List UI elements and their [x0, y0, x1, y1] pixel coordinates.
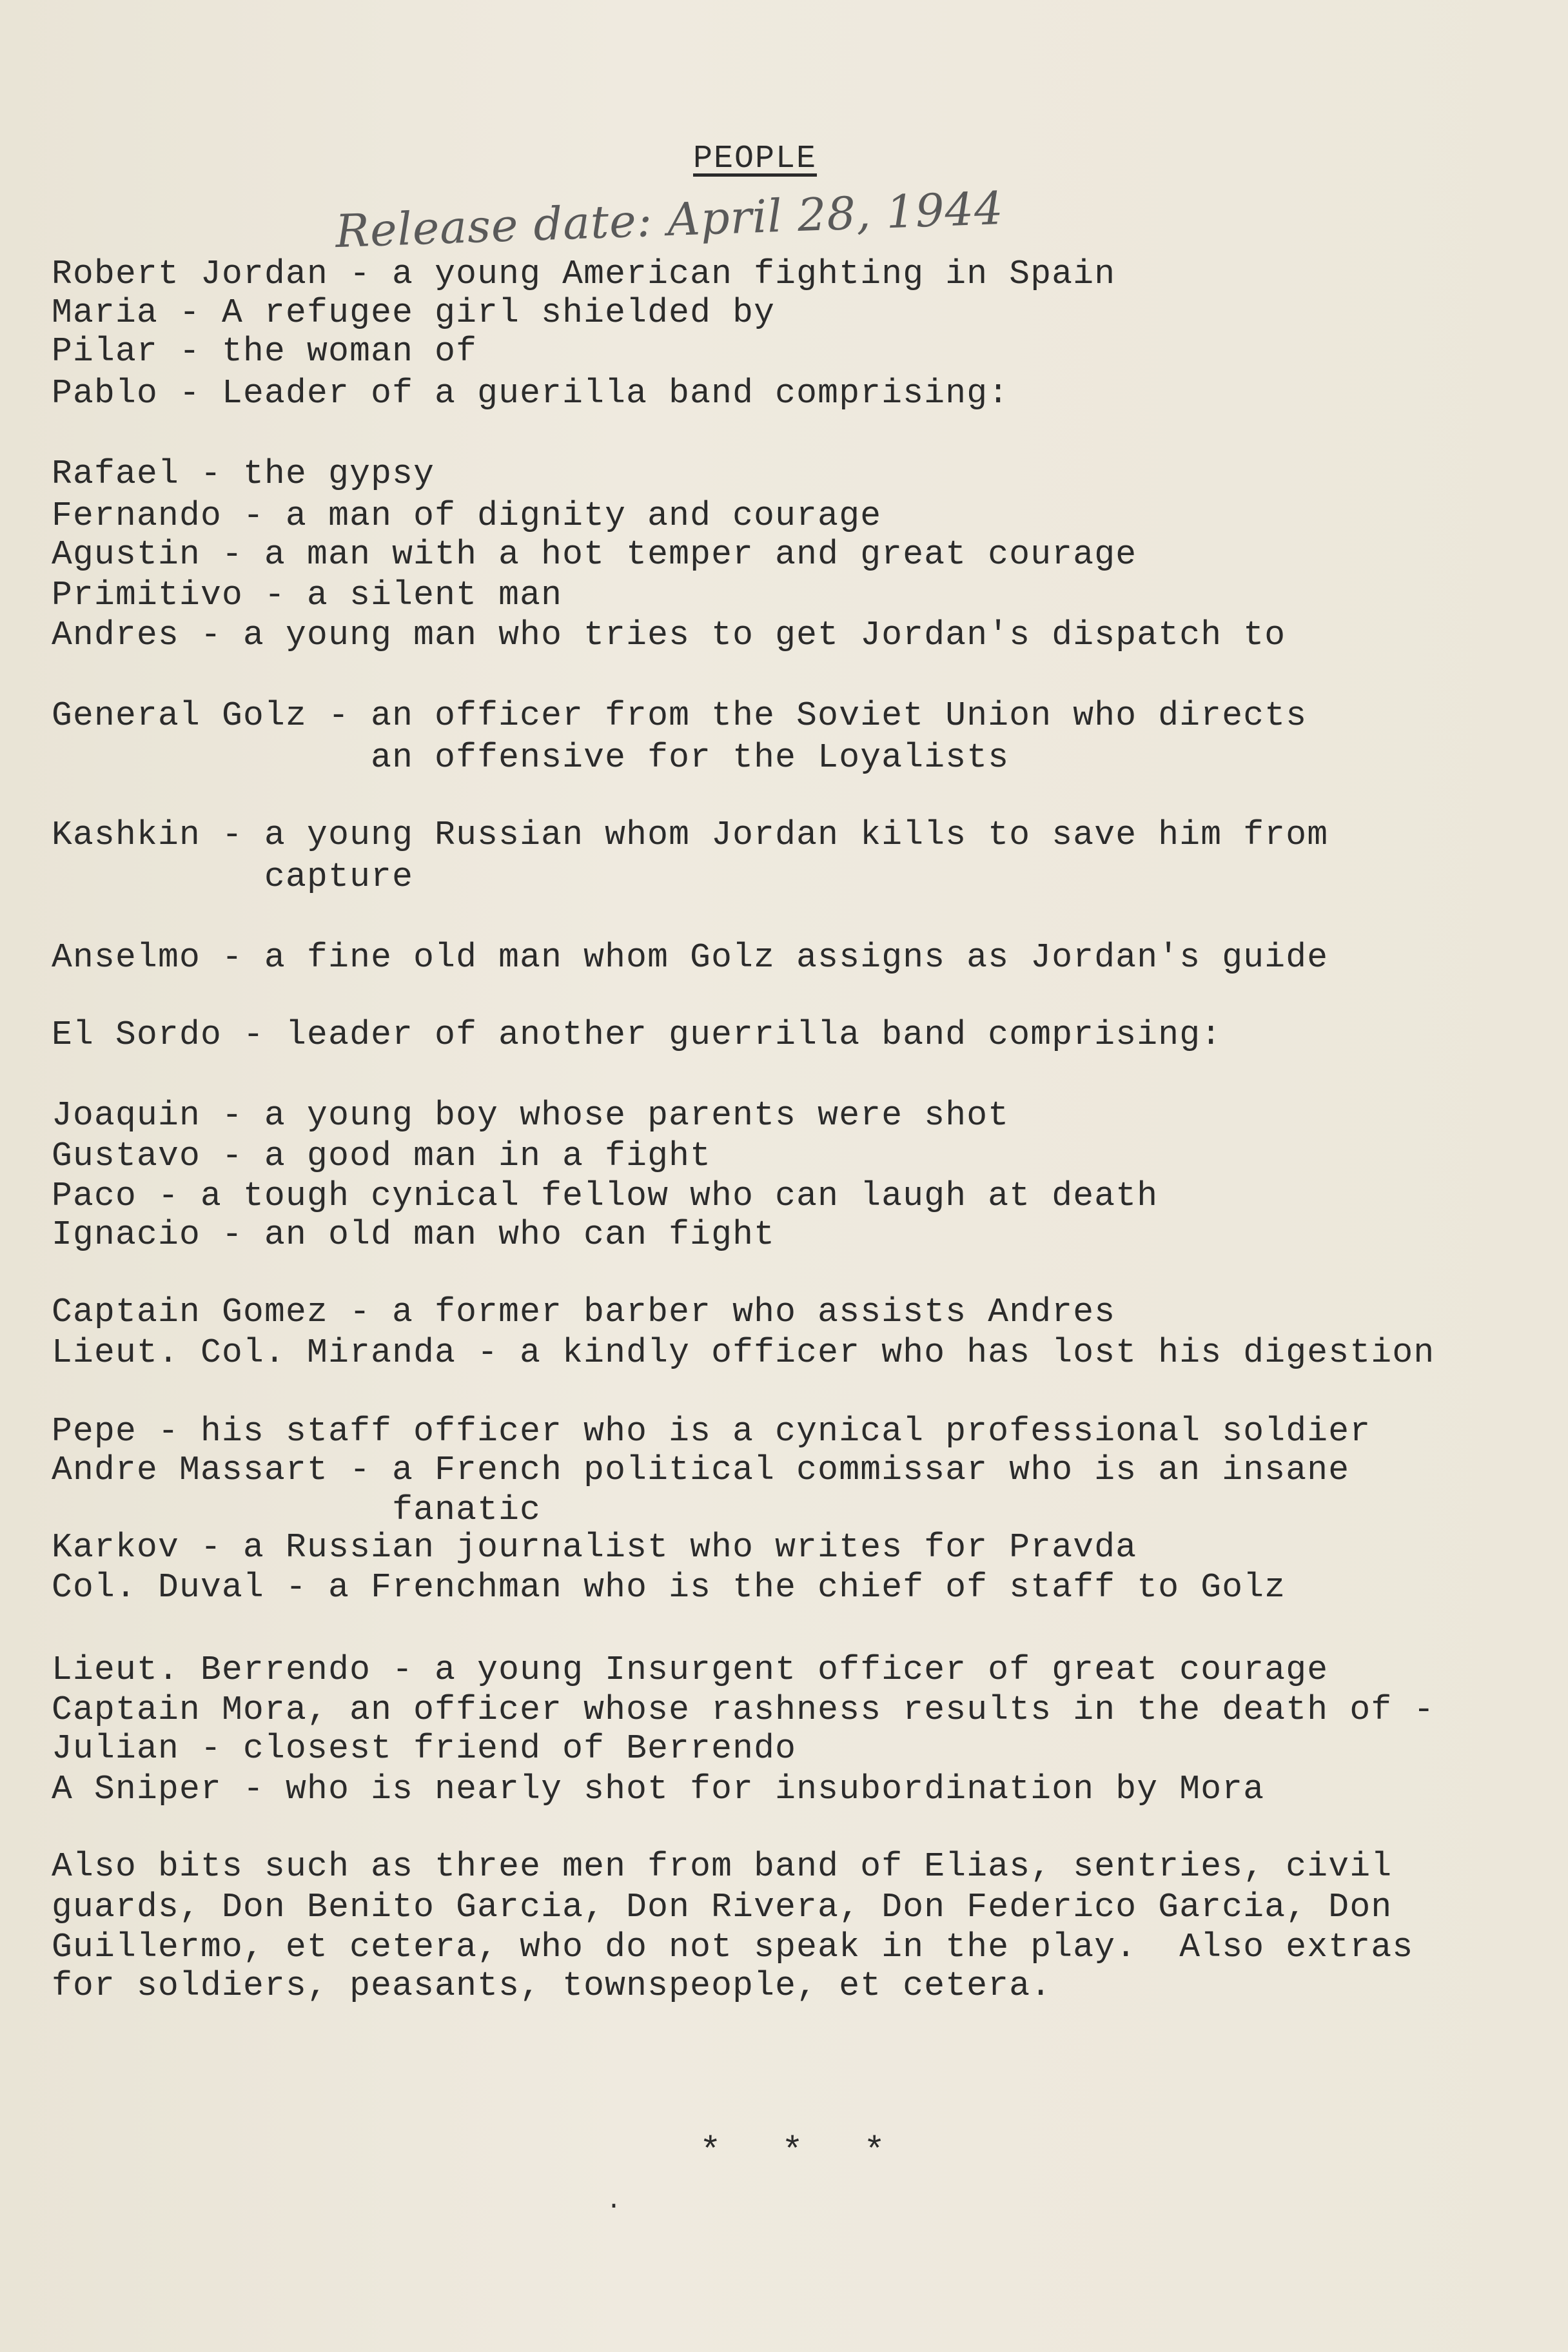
extras-paragraph-line-3: Guillermo, et cetera, who do not speak in the play. Also extras	[52, 1928, 1414, 1966]
cast-line-pepe: Pepe - his staff officer who is a cynical professional soldier	[52, 1412, 1371, 1451]
cast-line-agustin: Agustin - a man with a hot temper and great courage	[52, 535, 1137, 574]
extras-paragraph-line-4: for soldiers, peasants, townspeople, et cetera.	[52, 1966, 1052, 2005]
cast-line-pablo: Pablo - Leader of a guerilla band comprising:	[52, 374, 1010, 413]
page-title: PEOPLE	[693, 141, 818, 177]
cast-line-anselmo: Anselmo - a fine old man whom Golz assigns as Jordan's guide	[52, 938, 1329, 977]
cast-line-captain-gomez: Captain Gomez - a former barber who assists Andres	[52, 1293, 1116, 1331]
cast-line-captain-mora: Captain Mora, an officer whose rashness results in the death of -	[52, 1690, 1435, 1729]
extras-paragraph-line-2: guards, Don Benito Garcia, Don Rivera, Don Federico Garcia, Don	[52, 1888, 1393, 1926]
cast-line-gustavo: Gustavo - a good man in a fight	[52, 1137, 712, 1175]
cast-line-primitivo: Primitivo - a silent man	[52, 576, 563, 614]
cast-line-general-golz-cont: an offensive for the Loyalists	[52, 738, 1010, 777]
cast-line-andres: Andres - a young man who tries to get Jordan's dispatch to	[52, 616, 1286, 654]
cast-line-el-sordo: El Sordo - leader of another guerrilla band comprising:	[52, 1015, 1222, 1054]
extras-paragraph-line-1: Also bits such as three men from band of Elias, sentries, civil	[52, 1847, 1393, 1886]
cast-line-maria: Maria - A refugee girl shielded by	[52, 293, 776, 332]
handwritten-release-date: Release date: April 28, 1944	[334, 181, 1004, 259]
cast-line-general-golz: General Golz - an officer from the Soviet Union who directs	[52, 696, 1308, 735]
cast-line-rafael: Rafael - the gypsy	[52, 455, 435, 493]
cast-line-karkov: Karkov - a Russian journalist who writes for Pravda	[52, 1528, 1137, 1567]
cast-line-julian: Julian - closest friend of Berrendo	[52, 1729, 797, 1768]
cast-line-lieut-berrendo: Lieut. Berrendo - a young Insurgent officer of great courage	[52, 1651, 1329, 1689]
cast-line-andre-massart: Andre Massart - a French political commissar who is an insane	[52, 1451, 1350, 1489]
section-separator: * * *	[700, 2131, 905, 2172]
cast-line-robert-jordan: Robert Jordan - a young American fighting in Spain	[52, 255, 1116, 293]
cast-line-col-duval: Col. Duval - a Frenchman who is the chief of staff to Golz	[52, 1568, 1286, 1607]
page-speck: ·	[606, 2192, 622, 2221]
cast-line-col-miranda: Lieut. Col. Miranda - a kindly officer who has lost his digestion	[52, 1333, 1435, 1372]
cast-line-fernando: Fernando - a man of dignity and courage	[52, 496, 882, 535]
cast-line-pilar: Pilar - the woman of	[52, 332, 478, 371]
cast-line-kashkin: Kashkin - a young Russian whom Jordan kills to save him from	[52, 816, 1329, 854]
cast-line-sniper: A Sniper - who is nearly shot for insubordination by Mora	[52, 1770, 1265, 1808]
cast-line-joaquin: Joaquin - a young boy whose parents were shot	[52, 1096, 1010, 1135]
cast-line-kashkin-cont: capture	[52, 858, 414, 896]
cast-line-paco: Paco - a tough cynical fellow who can laugh at death	[52, 1177, 1159, 1215]
cast-line-ignacio: Ignacio - an old man who can fight	[52, 1215, 776, 1254]
cast-line-andre-massart-cont: fanatic	[52, 1491, 542, 1529]
